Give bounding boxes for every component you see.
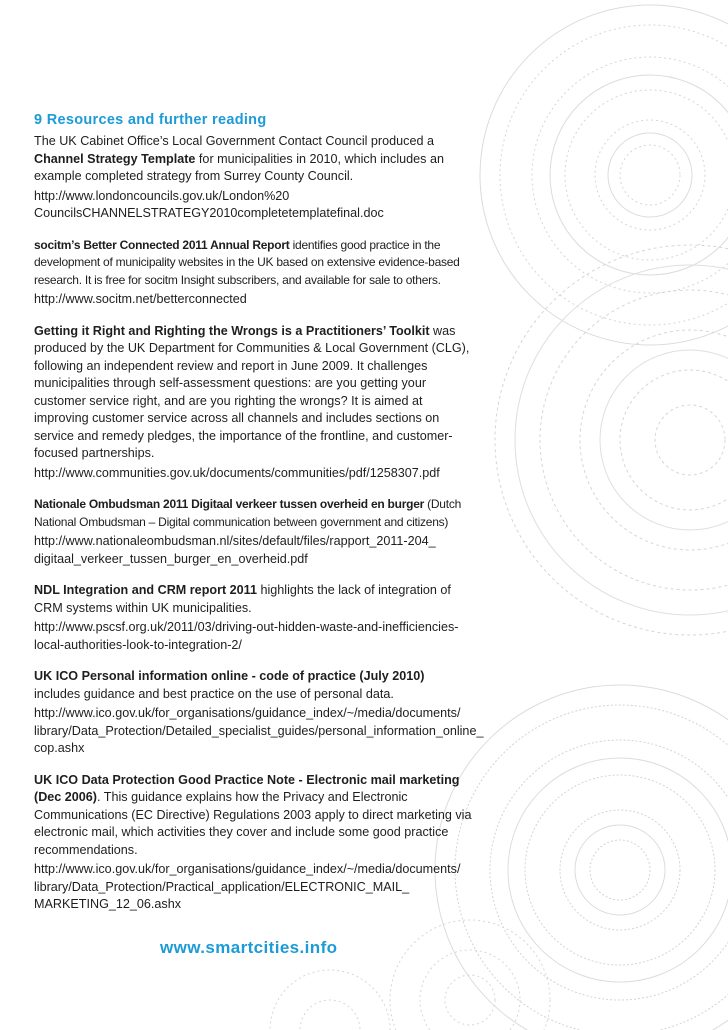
- description-text: highlights the lack of integration of CRM systems within UK municipalities.: [34, 583, 451, 615]
- resource-description: [34, 237, 474, 290]
- description-text: was produced by the UK Department for Communities & Local Government (CLG), following an independent review and report in June 2009. It challenges municipalities through self-assessment questions: are you getting your customer service right, and are you righting the wrongs? It is aimed at improving customer service across all channels and includes sections on service and remedy pledges, the importance of the frontline, and customer-focused partnerships.: [34, 323, 470, 460]
- resource-description: [34, 668, 474, 703]
- resource-link[interactable]: http://www.ico.gov.uk/for_organisations/guidance_index/~/media/documents/ library/Data_Protection/Practical_application/ELECTRONIC_MAIL_ MARKETING_12_06.ashx: [34, 862, 461, 911]
- resource-entry-better-connected: [34, 237, 474, 309]
- resource-link[interactable]: http://www.londoncouncils.gov.uk/London%20 CouncilsCHANNELSTRATEGY2010completetemplatefinal.doc: [34, 188, 384, 220]
- resource-title: UK ICO Personal information online - code of practice (July 2010): [34, 669, 425, 683]
- resource-entry-nationale-ombudsman: [34, 496, 474, 568]
- description-text: includes guidance and best practice on the use of personal data.: [34, 686, 394, 701]
- description-text: . This guidance explains how the Privacy and Electronic Communications (EC Directive) Regulations 2003 apply to direct marketing via electronic mail, which activities they cover and include some good practice recommendations.: [34, 790, 472, 857]
- resource-link[interactable]: http://www.nationaleombudsman.nl/sites/default/files/rapport_2011-204_ digitaal_verkeer_tussen_burger_en_overheid.pdf: [34, 534, 436, 566]
- resource-description: [34, 323, 474, 463]
- resource-link[interactable]: http://www.ico.gov.uk/for_organisations/guidance_index/~/media/documents/ library/Data_Protection/Detailed_specialist_guides/personal_information_online_ cop.ashx: [34, 706, 484, 755]
- description-text: (Dutch National Ombudsman – Digital communication between government and citizens): [34, 497, 461, 529]
- resource-title: Channel Strategy Template: [34, 151, 196, 166]
- resource-link[interactable]: http://www.communities.gov.uk/documents/communities/pdf/1258307.pdf: [34, 465, 440, 480]
- resource-title: Getting it Right and Righting the Wrongs is a Practitioners’ Toolkit: [34, 323, 430, 338]
- resource-link[interactable]: http://www.socitm.net/betterconnected: [34, 292, 247, 306]
- description-lead-text: The UK Cabinet Office’s Local Government Contact Council produced a: [34, 134, 434, 148]
- resource-entry-ico-personal-info: [34, 668, 484, 758]
- resource-description: [34, 133, 474, 186]
- resource-entry-channel-strategy: [34, 133, 474, 223]
- description-text: identifies good practice in the development of municipality websites in the UK based on extensive evidence-based research. It is free for socitm Insight subscribers, and available for sale to others.: [34, 237, 460, 287]
- resource-description: [34, 582, 474, 617]
- resource-link[interactable]: http://www.pscsf.org.uk/2011/03/driving-out-hidden-waste-and-inefficiencies- local-authorities-look-to-integration-2/: [34, 620, 459, 652]
- resource-description: [34, 496, 474, 531]
- resource-title: Nationale Ombudsman 2011 Digitaal verkeer tussen overheid en burger: [34, 497, 425, 511]
- description-text: for municipalities in 2010, which includes an example completed strategy from Surrey County Council.: [34, 151, 444, 183]
- resource-title: NDL Integration and CRM report 2011: [34, 583, 257, 597]
- resource-title: UK ICO Data Protection Good Practice Note - Electronic mail marketing (Dec 2006): [34, 772, 460, 804]
- footer-website-link[interactable]: www.smartcities.info: [160, 938, 338, 957]
- section-heading: 9 Resources and further reading: [34, 112, 267, 128]
- resource-entry-ndl-integration: [34, 582, 474, 654]
- resource-entry-ico-email-marketing: [34, 772, 474, 914]
- resource-description: [34, 772, 474, 860]
- resource-entry-practitioners-toolkit: [34, 323, 474, 483]
- resources-section: [34, 111, 484, 928]
- resource-title: socitm’s Better Connected 2011 Annual Report: [34, 237, 290, 252]
